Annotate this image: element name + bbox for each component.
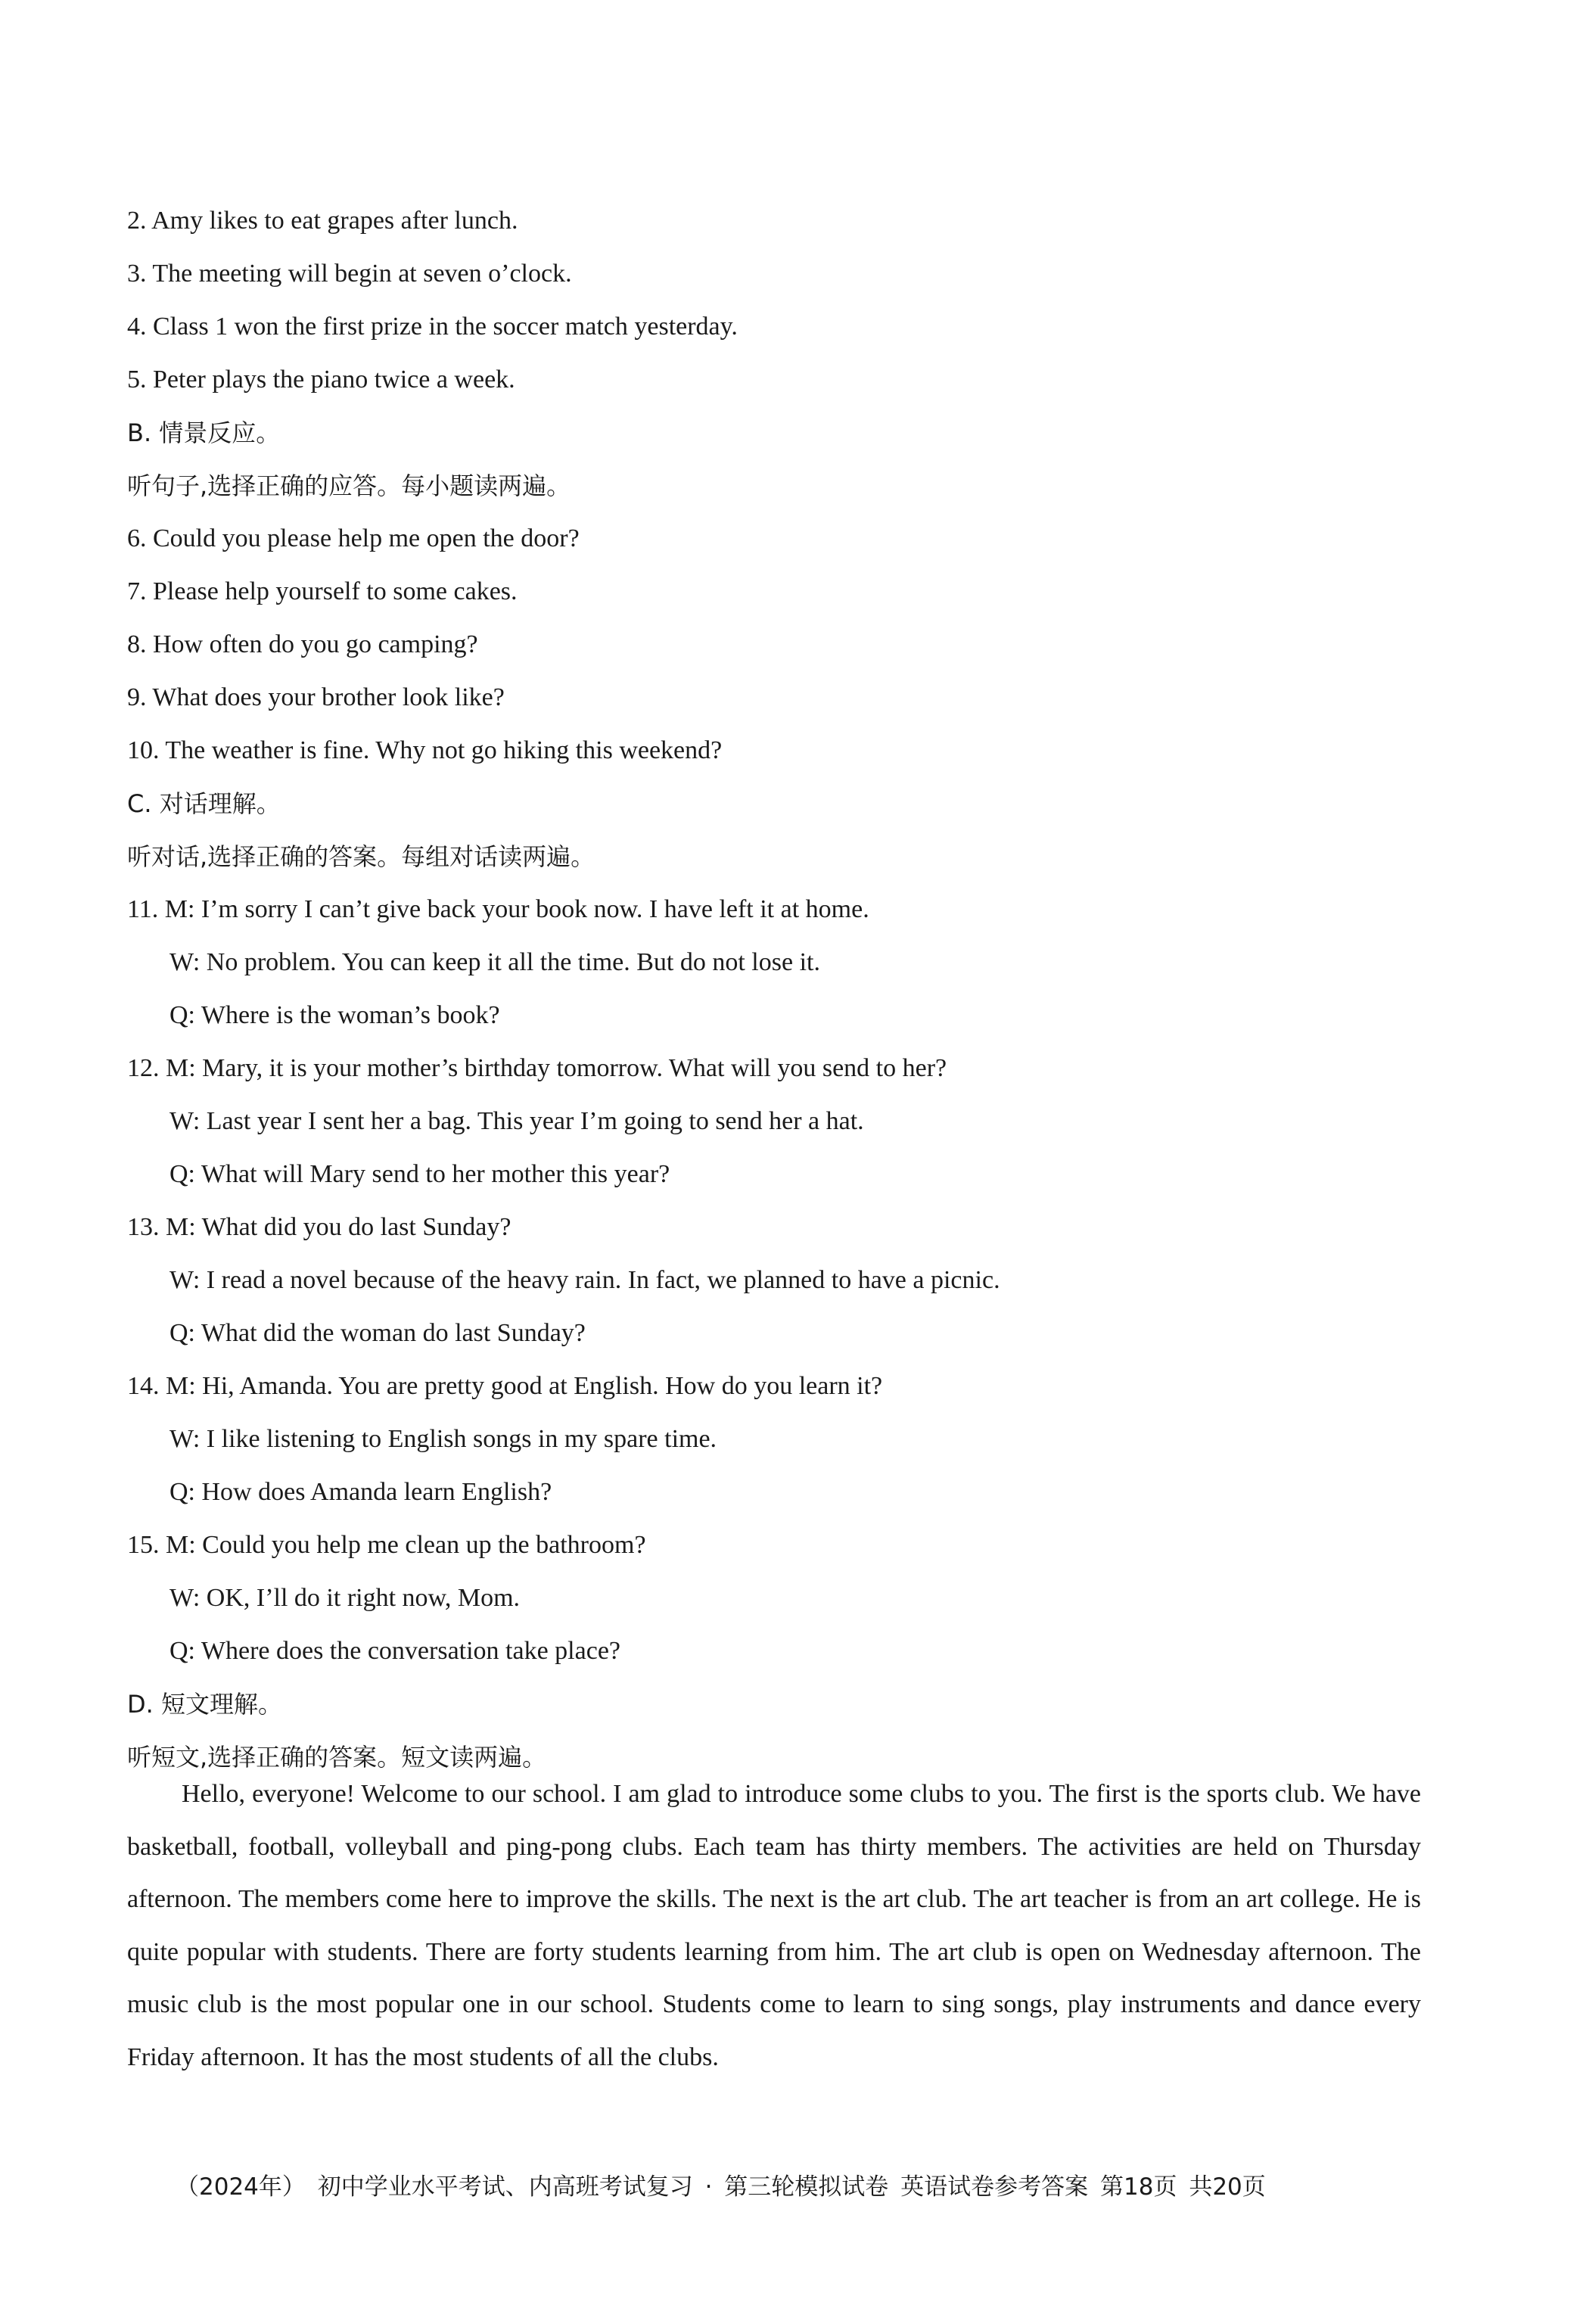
dialog-13-question: Q: What did the woman do last Sunday?: [169, 1319, 586, 1347]
listening-item-10: 10. The weather is fine. Why not go hiking this weekend?: [127, 736, 723, 764]
section-b-heading: B. 情景反应。: [127, 418, 281, 447]
section-d-heading: D. 短文理解。: [127, 1690, 282, 1719]
listening-item-2: 2. Amy likes to eat grapes after lunch.: [127, 207, 518, 235]
listening-item-9: 9. What does your brother look like?: [127, 683, 505, 711]
page-footer: （2024年） 初中学业水平考试、内高班考试复习 · 第三轮模拟试卷 英语试卷参考答案 第18页 共20页: [176, 2173, 1266, 2201]
listening-item-4: 4. Class 1 won the first prize in the soccer match yesterday.: [127, 313, 738, 341]
section-b-instruction: 听句子,选择正确的应答。每小题读两遍。: [127, 471, 571, 500]
section-c-instruction: 听对话,选择正确的答案。每组对话读两遍。: [127, 842, 595, 871]
dialog-11-man: 11. M: I’m sorry I can’t give back your book now. I have left it at home.: [127, 895, 869, 923]
dialog-13-woman: W: I read a novel because of the heavy rain. In fact, we planned to have a picnic.: [169, 1266, 1000, 1294]
section-c-heading: C. 对话理解。: [127, 789, 281, 818]
dialog-12-question: Q: What will Mary send to her mother this year?: [169, 1160, 670, 1188]
section-d-instruction: 听短文,选择正确的答案。短文读两遍。: [127, 1743, 547, 1772]
listening-item-8: 8. How often do you go camping?: [127, 630, 478, 658]
listening-item-5: 5. Peter plays the piano twice a week.: [127, 366, 515, 394]
passage-text: Hello, everyone! Welcome to our school. I am glad to introduce some clubs to you. The first is the sports club. We have basketball, football, volleyball and ping-pong clubs. Each team has thirty members. The activities are held on Thursday afternoon. The members come here to improve the skills. The next is the art club. The art teacher is from an art college. He is quite popular with students. There are forty students learning from him. The art club is open on Wednesday afternoon. The music club is the most popular one in our school. Students come to learn to sing songs, play instruments and dance every Friday afternoon. It has the most students of all the clubs.: [127, 1780, 1421, 2071]
dialog-15-woman: W: OK, I’ll do it right now, Mom.: [169, 1584, 521, 1612]
listening-item-3: 3. The meeting will begin at seven o’clock.: [127, 260, 572, 288]
dialog-14-woman: W: I like listening to English songs in my spare time.: [169, 1425, 717, 1453]
dialog-14-question: Q: How does Amanda learn English?: [169, 1478, 552, 1506]
dialog-13-man: 13. M: What did you do last Sunday?: [127, 1213, 511, 1241]
dialog-11-question: Q: Where is the woman’s book?: [169, 1001, 500, 1029]
dialog-15-question: Q: Where does the conversation take place?: [169, 1637, 620, 1665]
dialog-15-man: 15. M: Could you help me clean up the bathroom?: [127, 1531, 646, 1559]
listening-item-6: 6. Could you please help me open the door?: [127, 524, 580, 552]
listening-item-7: 7. Please help yourself to some cakes.: [127, 577, 518, 605]
dialog-12-woman: W: Last year I sent her a bag. This year I’m going to send her a hat.: [169, 1107, 864, 1135]
dialog-12-man: 12. M: Mary, it is your mother’s birthday tomorrow. What will you send to her?: [127, 1054, 947, 1082]
dialog-11-woman: W: No problem. You can keep it all the time. But do not lose it.: [169, 948, 820, 976]
dialog-14-man: 14. M: Hi, Amanda. You are pretty good at English. How do you learn it?: [127, 1372, 883, 1400]
